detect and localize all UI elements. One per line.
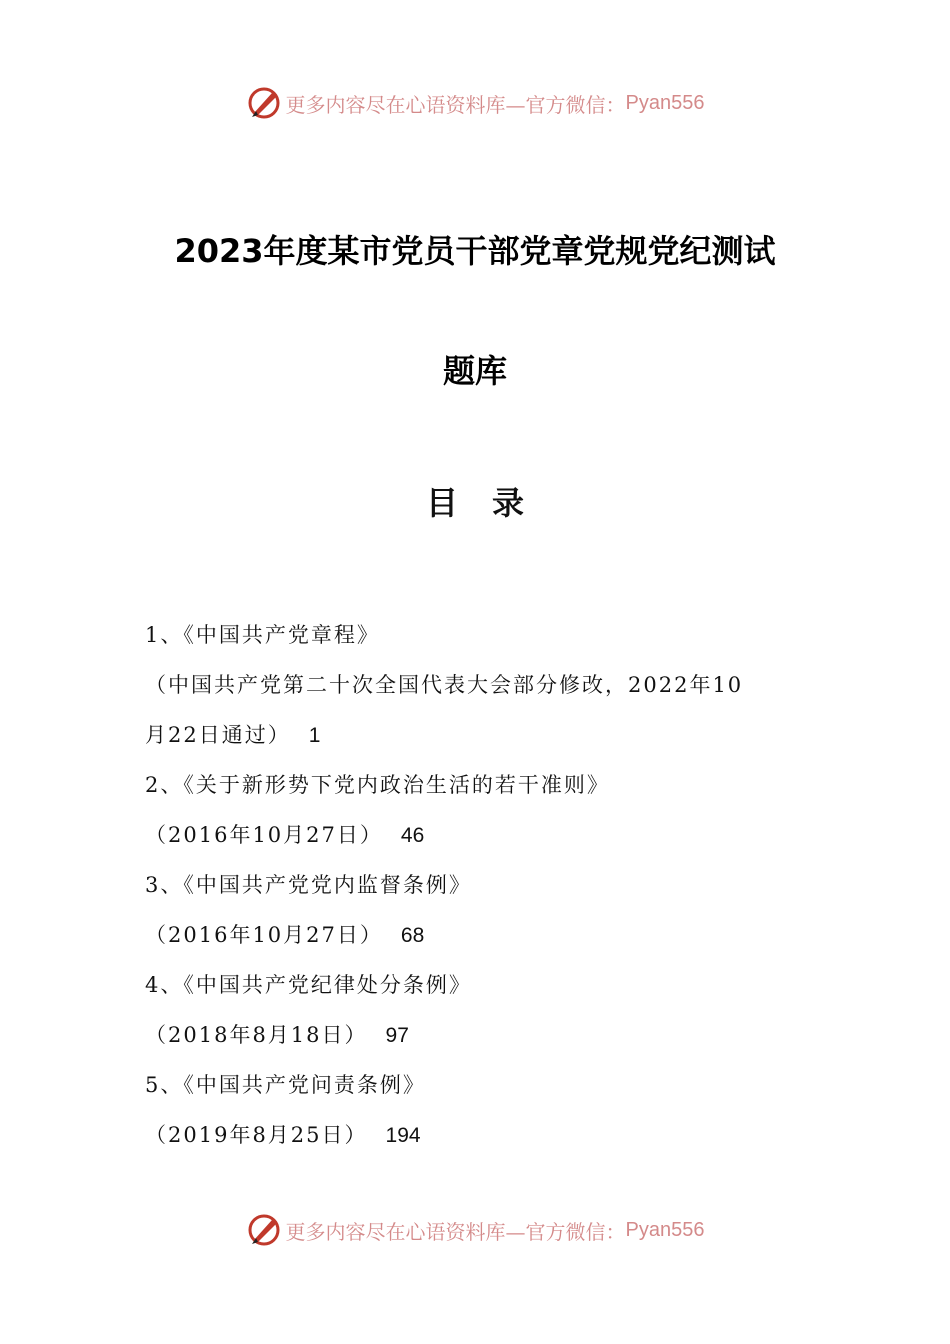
toc-item-detail-line <box>145 1110 825 1160</box>
toc-item-title: 2、《关于新形势下党内政治生活的若干准则》 <box>145 773 610 797</box>
header-banner-handle: Pyan556 <box>625 91 705 114</box>
toc-item-detail: （2018年8月18日） <box>145 1023 368 1047</box>
toc-item-detail: （中国共产党第二十次全国代表大会部分修改，2022年10 <box>145 673 744 697</box>
toc-item-detail: （2016年10月27日） <box>145 923 383 947</box>
footer-banner-handle: Pyan556 <box>625 1218 705 1241</box>
table-of-contents <box>145 610 825 1160</box>
toc-item-detail: （2019年8月25日） <box>145 1123 368 1147</box>
footer-banner <box>0 1210 950 1250</box>
header-banner <box>0 83 950 123</box>
toc-item-detail: （2016年10月27日） <box>145 823 383 847</box>
toc-item-detail-line <box>145 910 825 960</box>
toc-item-title: 1、《中国共产党章程》 <box>145 623 380 647</box>
pen-logo-icon <box>246 1212 282 1248</box>
toc-item-title: 3、《中国共产党党内监督条例》 <box>145 873 472 897</box>
pen-logo-icon <box>246 85 282 121</box>
toc-item-title: 4、《中国共产党纪律处分条例》 <box>145 973 472 997</box>
toc-page-number: 46 <box>400 824 425 847</box>
toc-page-number: 1 <box>308 724 321 747</box>
header-banner-text: 更多内容尽在心语资料库—官方微信： <box>285 92 626 117</box>
toc-page-number: 97 <box>385 1024 409 1047</box>
document-title-line1: 2023年度某市党员干部党章党规党纪测试 <box>174 232 776 270</box>
toc-heading: 目录 <box>425 484 558 522</box>
toc-item-detail-line <box>145 810 825 860</box>
toc-item-detail-line2 <box>145 710 825 760</box>
footer-banner-text: 更多内容尽在心语资料库—官方微信： <box>285 1219 626 1244</box>
document-title-line2: 题库 <box>442 352 507 390</box>
toc-item-detail-line <box>145 1010 825 1060</box>
toc-item-detail-text: 月22日通过） <box>145 723 291 747</box>
toc-page-number: 68 <box>400 924 425 947</box>
toc-page-number: 194 <box>385 1124 421 1147</box>
toc-item-title: 5、《中国共产党问责条例》 <box>145 1073 426 1097</box>
